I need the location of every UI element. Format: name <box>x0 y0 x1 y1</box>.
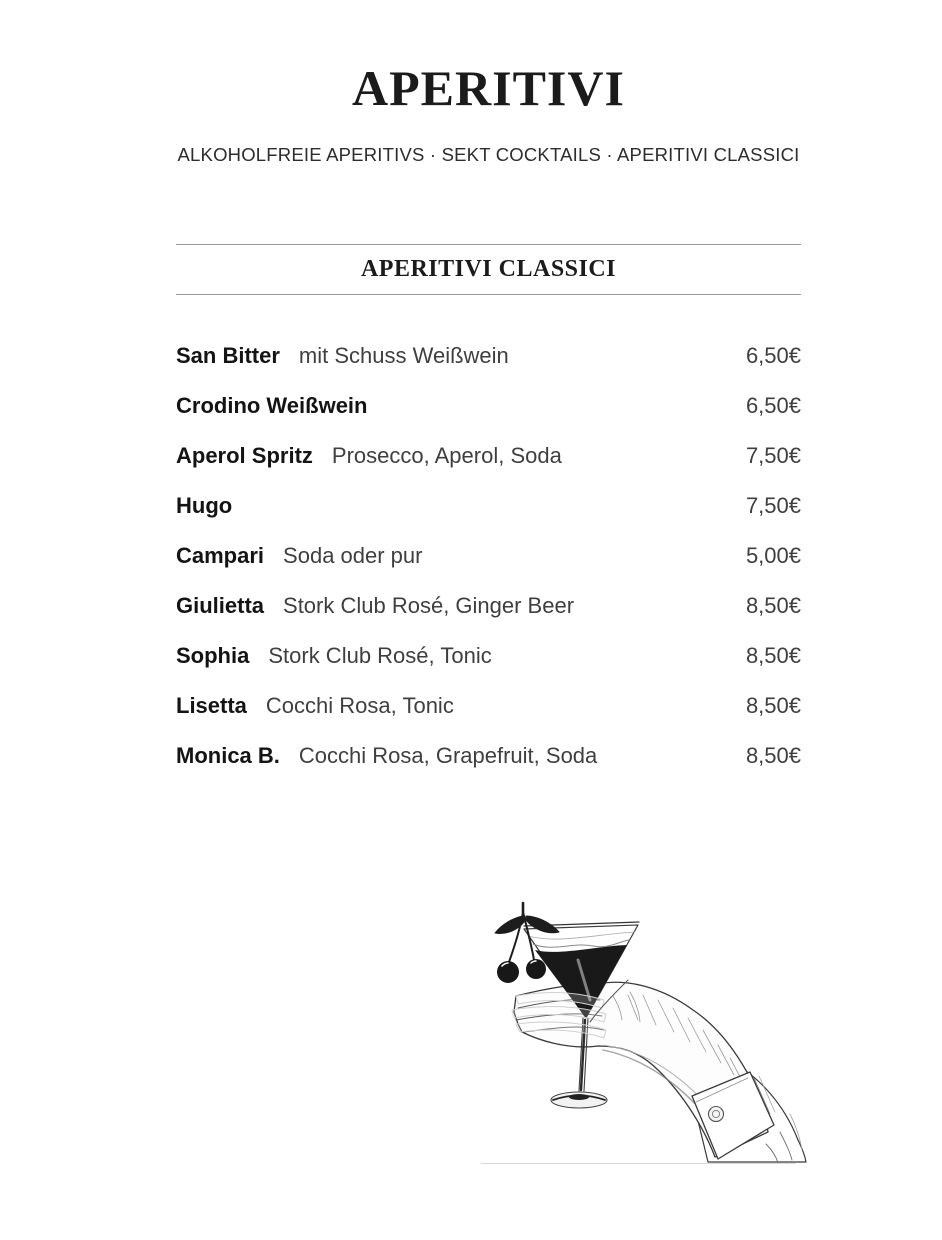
section-title: APERITIVI CLASSICI <box>360 256 617 282</box>
menu-item-row <box>176 581 801 631</box>
menu-item-name: Aperol Spritz <box>176 443 313 468</box>
menu-item-row <box>176 681 801 731</box>
menu-item-description: Prosecco, Aperol, Soda <box>331 443 562 468</box>
menu-content-column <box>176 0 801 781</box>
menu-item-price: 5,00€ <box>745 543 801 568</box>
page-title: APERITIVI <box>352 60 625 116</box>
menu-item-row <box>176 531 801 581</box>
menu-item-price: 6,50€ <box>745 343 801 368</box>
menu-item-name: Hugo <box>176 493 233 518</box>
menu-item-name: Crodino Weißwein <box>176 393 368 418</box>
menu-item-price: 7,50€ <box>745 443 801 468</box>
menu-item-price: 8,50€ <box>745 593 801 618</box>
menu-item-name: Sophia <box>176 643 250 668</box>
menu-item-description: Stork Club Rosé, Tonic <box>268 643 492 668</box>
cuff-button <box>709 1107 724 1122</box>
menu-item-row <box>176 381 801 431</box>
menu-item-name: Giulietta <box>176 593 265 618</box>
menu-item-description: Stork Club Rosé, Ginger Beer <box>283 593 575 618</box>
menu-list <box>176 331 801 781</box>
menu-item-description: Soda oder pur <box>283 543 423 568</box>
menu-item-name: Monica B. <box>176 743 280 768</box>
menu-item-price: 8,50€ <box>745 643 801 668</box>
section-header <box>176 244 801 295</box>
menu-item-price: 6,50€ <box>745 393 801 418</box>
menu-item-name: San Bitter <box>176 343 280 368</box>
menu-item-price: 7,50€ <box>745 493 801 518</box>
menu-item-description: Cocchi Rosa, Tonic <box>265 693 454 718</box>
menu-item-row <box>176 731 801 781</box>
footer-divider <box>481 1163 796 1164</box>
menu-item-price: 8,50€ <box>745 743 801 768</box>
menu-item-row <box>176 481 801 531</box>
menu-item-price: 8,50€ <box>745 693 801 718</box>
menu-item-description: mit Schuss Weißwein <box>298 343 509 368</box>
menu-item-name: Lisetta <box>176 693 247 718</box>
menu-item-row <box>176 331 801 381</box>
menu-item-name: Campari <box>176 543 265 568</box>
menu-item-description: Cocchi Rosa, Grapefruit, Soda <box>298 743 598 768</box>
page-subtitle: ALKOHOLFREIE APERITIVS · SEKT COCKTAILS · APERITIVI CLASSICI <box>177 144 800 165</box>
cocktail-hand-illustration <box>478 900 820 1164</box>
menu-item-row <box>176 631 801 681</box>
menu-item-row <box>176 431 801 481</box>
